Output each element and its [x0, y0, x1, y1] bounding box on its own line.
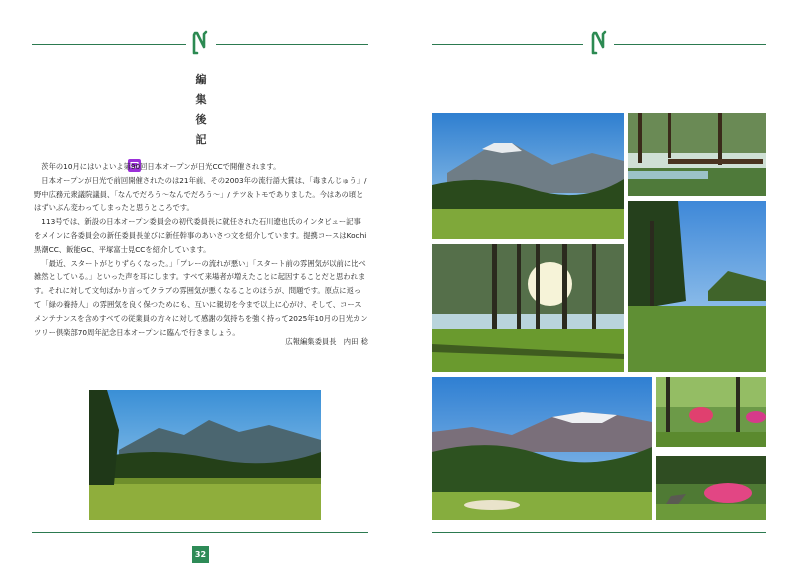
- golf-course-photo-tall-trees: [628, 201, 766, 372]
- n-logo-icon-right: [590, 30, 608, 56]
- title-char: 集: [195, 93, 207, 106]
- title-char: 後: [195, 113, 207, 126]
- title-char: 記: [195, 133, 207, 146]
- golf-course-photo-azalea: [656, 377, 766, 447]
- golf-course-photo-volcano: [432, 113, 624, 239]
- right-header-rule-left: [432, 44, 583, 45]
- left-header-rule-left: [32, 44, 186, 45]
- signature: 広報編集委員長 内田 稔: [285, 337, 368, 346]
- n-logo-icon-left: [191, 30, 209, 56]
- left-footer-rule: [32, 532, 368, 533]
- paragraph: 「最近、スタートがとりずらくなった。」「プレーの流れが悪い」「スタート前の雰囲気が以前に比べ雑然としている。」といった声を耳にします。すべて来場者が増えたことに起因することだと思われます。それに対して文句ばかり言ってクラブの雰囲気が悪くなることのほうが、問題です。原点に返って「緑の養持人」の雰囲気を良く保つためにも、互いに親切を今まで以上に心がけ、そして、コースメンテナンスを含めすべての従業員の方々に対して感謝の気持ちを強く持って2025年10月の日光カンツリー倶楽部70周年記念日本オープンに臨んで行きましょう。: [34, 258, 368, 337]
- golf-course-photo-path: [656, 456, 766, 520]
- title-char: 編: [195, 73, 207, 86]
- paragraph: 日本オープンが日光で前回開催されたのは21年前、その2003年の流行語大賞は、「毒まんじゅう」/ 野中広務元衆議院議員、「なんでだろう〜なんでだろう〜」/ テツ＆トモでありました。今はあの頃とはずいぶん変わってしまったと思うところです。: [34, 175, 367, 213]
- right-footer-rule: [432, 532, 766, 533]
- golf-course-photo-bridge: [628, 113, 766, 196]
- right-header-rule-right: [614, 44, 766, 45]
- golf-course-photo-snow-peaks: [432, 377, 652, 520]
- page-number-badge: 32: [192, 546, 209, 563]
- editorial-body: [34, 160, 368, 339]
- paragraph: 茨年の10月にはいよいよ第90回日本オープンが日光CCで開催されます。: [41, 162, 281, 171]
- golf-course-photo-mountains: [89, 390, 321, 520]
- paragraph: 113号では、新設の日本オープン委員会の初代委員長に就任された石川遼也氏のインタビュー記事をメインに各委員会の新任委員長並びに新任幹事のあいさつ文を紹介しています。提携コースはKochi黒潮CC、飯能GC、平塚富士見CCを紹介しています。: [34, 217, 367, 254]
- golf-course-photo-forest-sunlight: [432, 244, 624, 372]
- editorial-title: [193, 70, 209, 150]
- left-header-rule-right: [216, 44, 368, 45]
